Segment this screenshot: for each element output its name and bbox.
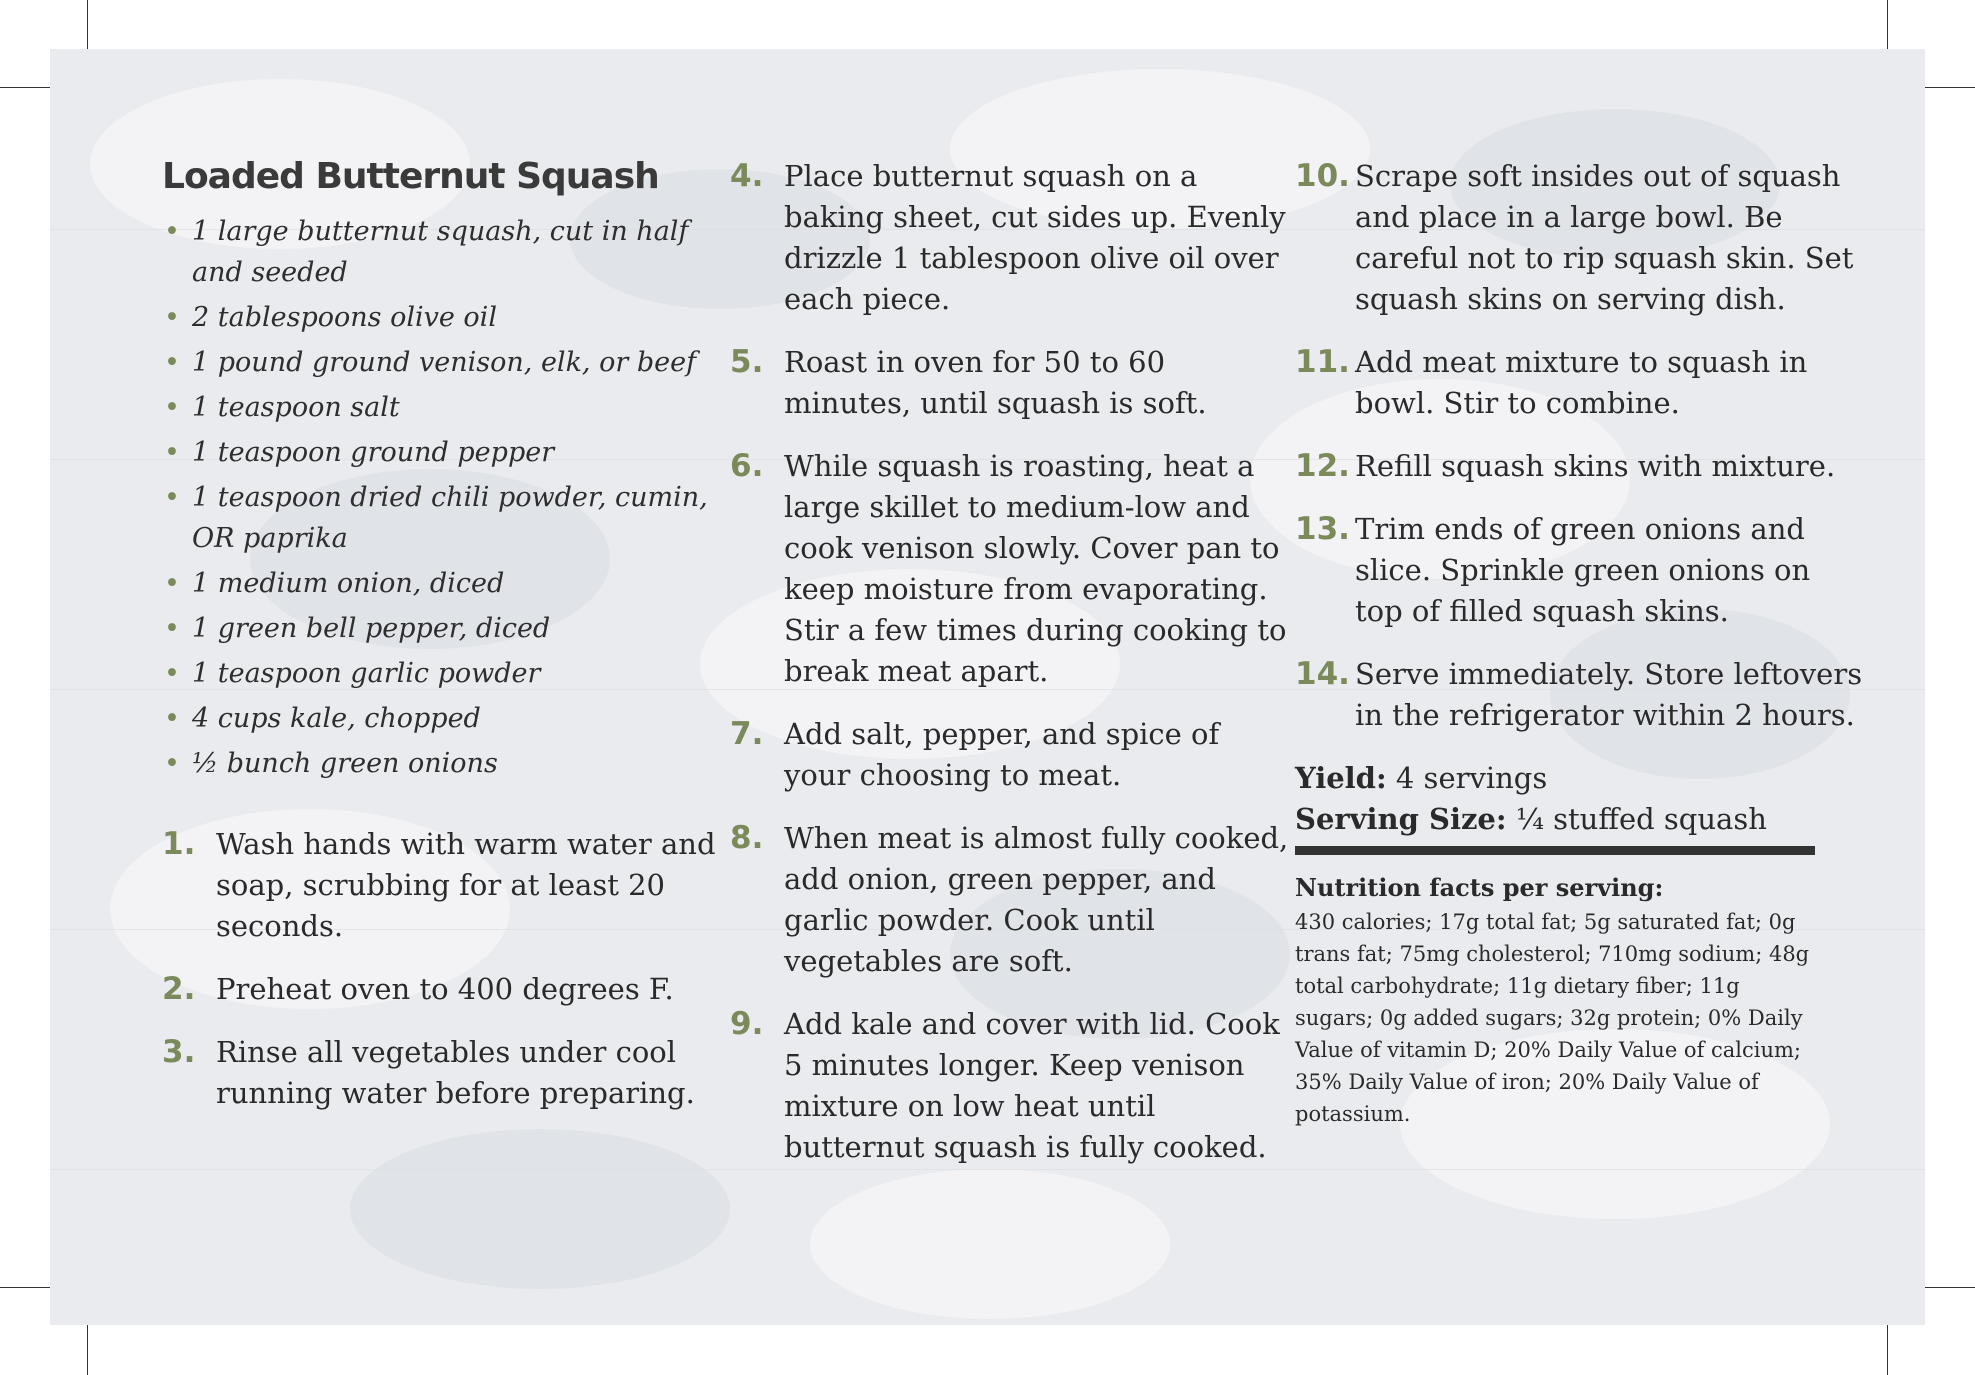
step-number: 4. (730, 158, 764, 194)
step-text: Add meat mixture to squash in bowl. Stir to combine. (1355, 345, 1808, 420)
bullet-icon: • (164, 658, 180, 689)
ingredient-item: • 1 medium onion, diced (162, 563, 722, 604)
step-number: 10. (1295, 158, 1350, 194)
step-text: Add salt, pepper, and spice of your choosing to meat. (784, 717, 1220, 792)
bullet-icon: • (164, 568, 180, 599)
step-number: 14. (1295, 656, 1350, 692)
ingredient-item: • 1 teaspoon salt (162, 387, 722, 428)
nutrition-title: Nutrition facts per serving: (1295, 873, 1664, 902)
bullet-icon: • (164, 216, 180, 247)
step-text: Trim ends of green onions and slice. Sprinkle green onions on top of filled squash skins. (1355, 512, 1811, 628)
bullet-icon: • (164, 347, 180, 378)
ingredient-item: • 2 tablespoons olive oil (162, 297, 722, 338)
step-number: 9. (730, 1006, 764, 1042)
nutrition-facts: 430 calories; 17g total fat; 5g saturated fat; 0g trans fat; 75mg cholesterol; 710mg sodium; 48g total carbohydrate; 11g dietary fiber; 11g sugars; 0g added sugars; 32g protein; 0% Daily Value of vitamin D; 20% Daily Value of calcium; 35% Daily Value of iron; 20% Daily Value of potassium. (1295, 910, 1810, 1126)
step-number: 1. (162, 826, 196, 862)
column-steps-right (1295, 156, 1865, 1130)
step-text: Place butternut squash on a baking sheet, cut sides up. Evenly drizzle 1 tablespoon olive oil over each piece. (784, 159, 1286, 316)
step-item (162, 824, 722, 947)
recipe-content (50, 49, 1925, 1325)
ingredient-item: • 1 large butternut squash, cut in half and seeded (162, 211, 722, 293)
ingredient-item: • 4 cups kale, chopped (162, 698, 722, 739)
column-steps-middle (730, 156, 1290, 1190)
step-item (730, 156, 1290, 320)
step-text: Rinse all vegetables under cool running water before preparing. (216, 1035, 695, 1110)
bullet-icon: • (164, 392, 180, 423)
step-number: 11. (1295, 344, 1350, 380)
step-text: Add kale and cover with lid. Cook 5 minutes longer. Keep venison mixture on low heat until butternut squash is fully cooked. (784, 1007, 1280, 1164)
step-text: Scrape soft insides out of squash and place in a large bowl. Be careful not to rip squash skin. Set squash skins on serving dish. (1355, 159, 1854, 316)
step-number: 8. (730, 820, 764, 856)
step-text: Refill squash skins with mixture. (1355, 449, 1836, 483)
step-text: When meat is almost fully cooked, add onion, green pepper, and garlic powder. Cook until vegetables are soft. (784, 821, 1289, 978)
step-text: Roast in oven for 50 to 60 minutes, until squash is soft. (784, 345, 1207, 420)
step-item (1295, 342, 1865, 424)
step-text: Wash hands with warm water and soap, scrubbing for at least 20 seconds. (216, 827, 716, 943)
step-item (1295, 156, 1865, 320)
step-item (162, 969, 722, 1010)
ingredient-item: • 1 teaspoon ground pepper (162, 432, 722, 473)
divider (1295, 846, 1815, 855)
step-number: 13. (1295, 511, 1350, 547)
step-number: 5. (730, 344, 764, 380)
column-ingredients (162, 156, 722, 1136)
bullet-icon: • (164, 302, 180, 333)
step-text: While squash is roasting, heat a large skillet to medium-low and cook venison slowly. Cover pan to keep moisture from evaporating. Stir a few times during cooking to break meat apart. (784, 449, 1287, 688)
step-item (730, 342, 1290, 424)
step-item (1295, 446, 1865, 487)
bullet-icon: • (164, 613, 180, 644)
step-number: 12. (1295, 448, 1350, 484)
ingredient-item: • 1 teaspoon dried chili powder, cumin, OR paprika (162, 477, 722, 559)
step-item (1295, 509, 1865, 632)
step-item (730, 1004, 1290, 1168)
step-item (730, 818, 1290, 982)
step-number: 6. (730, 448, 764, 484)
ingredient-item: • 1 green bell pepper, diced (162, 608, 722, 649)
serving-size: Serving Size: ¼ stuffed squash (1295, 802, 1767, 836)
bullet-icon: • (164, 748, 180, 779)
yield: Yield: 4 servings (1295, 761, 1548, 795)
step-number: 2. (162, 971, 196, 1007)
bullet-icon: • (164, 437, 180, 468)
ingredient-item: • ½ bunch green onions (162, 743, 722, 784)
step-number: 3. (162, 1034, 196, 1070)
ingredient-item: • 1 pound ground venison, elk, or beef (162, 342, 722, 383)
ingredient-list (162, 211, 722, 784)
recipe-title: Loaded Butternut Squash (162, 156, 659, 197)
bullet-icon: • (164, 482, 180, 513)
step-text: Serve immediately. Store leftovers in the refrigerator within 2 hours. (1355, 657, 1863, 732)
step-item (730, 446, 1290, 692)
step-item (730, 714, 1290, 796)
step-text: Preheat oven to 400 degrees F. (216, 972, 674, 1006)
step-number: 7. (730, 716, 764, 752)
step-item (162, 1032, 722, 1114)
bullet-icon: • (164, 703, 180, 734)
step-item (1295, 654, 1865, 736)
ingredient-item: • 1 teaspoon garlic powder (162, 653, 722, 694)
recipe-card (50, 49, 1925, 1325)
